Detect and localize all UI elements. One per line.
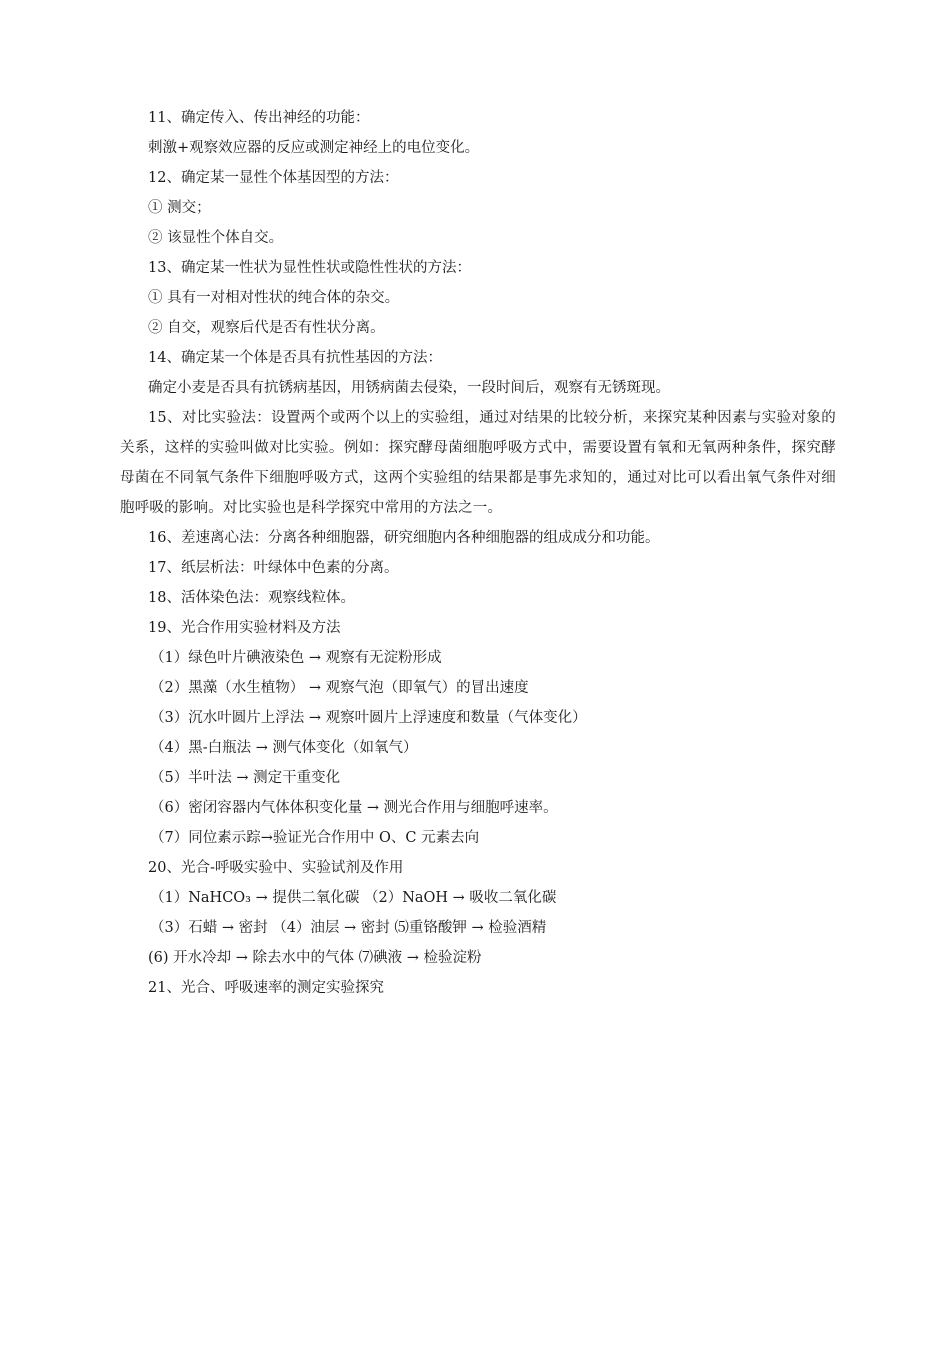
list-item: （1）绿色叶片碘液染色 → 观察有无淀粉形成 xyxy=(150,650,442,666)
list-item: （2）黑藻（水生植物） → 观察气泡（即氧气）的冒出速度 xyxy=(150,680,529,696)
list-item: ① 具有一对相对性状的纯合体的杂交。 xyxy=(148,290,400,306)
document-body xyxy=(120,103,836,1003)
list-item: （4）黑-白瓶法 → 测气体变化（如氧气） xyxy=(150,740,418,756)
list-item: (6) 开水冷却 → 除去水中的气体 ⑺碘液 → 检验淀粉 xyxy=(148,950,482,966)
heading-14: 14、确定某一个体是否具有抗性基因的方法： xyxy=(148,350,442,366)
text-line: 刺激+观察效应器的反应或测定神经上的电位变化。 xyxy=(148,140,480,156)
list-item: ② 该显性个体自交。 xyxy=(148,230,284,246)
list-item: （3）沉水叶圆片上浮法 → 观察叶圆片上浮速度和数量（气体变化） xyxy=(150,710,587,726)
heading-21: 21、光合、呼吸速率的测定实验探究 xyxy=(148,980,384,996)
heading-12: 12、确定某一显性个体基因型的方法： xyxy=(148,170,399,186)
heading-19: 19、光合作用实验材料及方法 xyxy=(148,620,341,636)
text-line: 确定小麦是否具有抗锈病基因，用锈病菌去侵染，一段时间后，观察有无锈斑现。 xyxy=(148,380,670,396)
heading-16: 16、差速离心法：分离各种细胞器，研究细胞内各种细胞器的组成成分和功能。 xyxy=(148,530,660,546)
list-item: ① 测交； xyxy=(148,200,211,216)
paragraph-15: 15、对比实验法：设置两个或两个以上的实验组，通过对结果的比较分析，来探究某种因素与实验对象的关系，这样的实验叫做对比实验。例如：探究酵母菌细胞呼吸方式中，需要设置有氧和无氧两种条件，探究酵母菌在不同氧气条件下细胞呼吸方式，这两个实验组的结果都是事先求知的，通过对比可以看出氧气条件对细胞呼吸的影响。对比实验也是科学探究中常用的方法之一。 xyxy=(120,410,836,516)
list-item: （5）半叶法 → 测定干重变化 xyxy=(150,770,341,786)
list-item: （6）密闭容器内气体体积变化量 → 测光合作用与细胞呼速率。 xyxy=(150,800,558,816)
heading-17: 17、纸层析法：叶绿体中色素的分离。 xyxy=(148,560,399,576)
list-item: ② 自交，观察后代是否有性状分离。 xyxy=(148,320,385,336)
heading-13: 13、确定某一性状为显性性状或隐性性状的方法： xyxy=(148,260,471,276)
list-item: （7）同位素示踪→验证光合作用中 O、C 元素去向 xyxy=(150,830,480,846)
heading-20: 20、光合-呼吸实验中、实验试剂及作用 xyxy=(148,860,404,876)
heading-11: 11、确定传入、传出神经的功能： xyxy=(148,110,370,126)
list-item: （1）NaHCO₃ → 提供二氧化碳 （2）NaOH → 吸收二氧化碳 xyxy=(150,890,557,906)
heading-18: 18、活体染色法：观察线粒体。 xyxy=(148,590,355,606)
list-item: （3）石蜡 → 密封 （4）油层 → 密封 ⑸重铬酸钾 → 检验酒精 xyxy=(150,920,547,936)
